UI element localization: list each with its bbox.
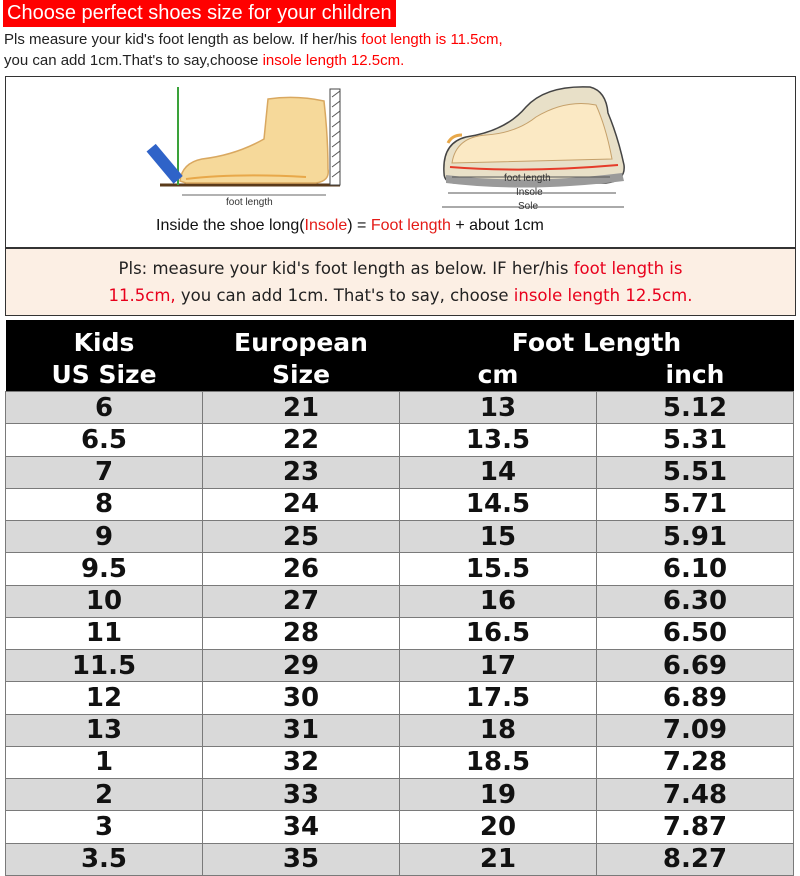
header-kids: Kids xyxy=(6,320,203,357)
intro-line-1: Pls measure your kid's foot length as below. If her/his foot length is 11.5cm, xyxy=(4,31,503,48)
inch-cell: 6.69 xyxy=(597,650,794,682)
eu-size-cell: 21 xyxy=(203,392,400,424)
eu-size-cell: 30 xyxy=(203,682,400,714)
size-rows xyxy=(6,392,794,876)
intro-text xyxy=(4,29,794,71)
table-header-row xyxy=(6,320,794,357)
eu-size-cell: 32 xyxy=(203,746,400,778)
inch-cell: 5.71 xyxy=(597,488,794,520)
foot-measure-illustration xyxy=(147,87,340,208)
inch-cell: 7.28 xyxy=(597,746,794,778)
cm-cell: 17.5 xyxy=(400,682,597,714)
table-row xyxy=(6,746,794,778)
cm-cell: 20 xyxy=(400,811,597,843)
us-size-cell: 13 xyxy=(6,714,203,746)
us-size-cell: 6 xyxy=(6,392,203,424)
table-row xyxy=(6,424,794,456)
tip-line-1: Pls: measure your kid's foot length as below. IF her/his foot length is xyxy=(118,259,683,278)
us-size-cell: 1 xyxy=(6,746,203,778)
header-us-size: US Size xyxy=(6,357,203,392)
table-row xyxy=(6,682,794,714)
eu-size-cell: 22 xyxy=(203,424,400,456)
page-title: Choose perfect shoes size for your children xyxy=(3,0,396,27)
header-cm: cm xyxy=(400,357,597,392)
eu-size-cell: 29 xyxy=(203,650,400,682)
table-row xyxy=(6,521,794,553)
header-inch: inch xyxy=(597,357,794,392)
eu-size-cell: 27 xyxy=(203,585,400,617)
cm-cell: 16 xyxy=(400,585,597,617)
cm-cell: 14 xyxy=(400,456,597,488)
table-row xyxy=(6,392,794,424)
inch-cell: 6.50 xyxy=(597,617,794,649)
table-row xyxy=(6,811,794,843)
inch-cell: 5.31 xyxy=(597,424,794,456)
inch-cell: 6.10 xyxy=(597,553,794,585)
header-size: Size xyxy=(203,357,400,392)
eu-size-cell: 24 xyxy=(203,488,400,520)
us-size-cell: 12 xyxy=(6,682,203,714)
eu-size-cell: 23 xyxy=(203,456,400,488)
cm-cell: 15.5 xyxy=(400,553,597,585)
table-row xyxy=(6,650,794,682)
cm-cell: 21 xyxy=(400,843,597,875)
inch-cell: 7.48 xyxy=(597,779,794,811)
us-size-cell: 6.5 xyxy=(6,424,203,456)
table-row xyxy=(6,488,794,520)
eu-size-cell: 26 xyxy=(203,553,400,585)
insole-label: Insole xyxy=(516,187,543,198)
us-size-cell: 8 xyxy=(6,488,203,520)
table-row xyxy=(6,553,794,585)
us-size-cell: 11.5 xyxy=(6,650,203,682)
table-row xyxy=(6,617,794,649)
us-size-cell: 10 xyxy=(6,585,203,617)
cm-cell: 13 xyxy=(400,392,597,424)
cm-cell: 18 xyxy=(400,714,597,746)
eu-size-cell: 33 xyxy=(203,779,400,811)
left-foot-length-label: foot length xyxy=(226,197,273,208)
table-row xyxy=(6,585,794,617)
right-foot-length-label: foot length xyxy=(504,173,551,184)
shoe-insole-illustration xyxy=(442,87,624,212)
cm-cell: 15 xyxy=(400,521,597,553)
inch-cell: 5.12 xyxy=(597,392,794,424)
inch-cell: 5.91 xyxy=(597,521,794,553)
us-size-cell: 3 xyxy=(6,811,203,843)
eu-size-cell: 31 xyxy=(203,714,400,746)
us-size-cell: 11 xyxy=(6,617,203,649)
eu-size-cell: 34 xyxy=(203,811,400,843)
cm-cell: 16.5 xyxy=(400,617,597,649)
table-row xyxy=(6,779,794,811)
intro-line-2: you can add 1cm.That's to say,choose insole length 12.5cm. xyxy=(4,52,405,69)
eu-size-cell: 28 xyxy=(203,617,400,649)
us-size-cell: 2 xyxy=(6,779,203,811)
tip-line-2: 11.5cm, you can add 1cm. That's to say, choose insole length 12.5cm. xyxy=(108,286,693,305)
sole-label: Sole xyxy=(518,201,539,212)
inch-cell: 7.09 xyxy=(597,714,794,746)
cm-cell: 13.5 xyxy=(400,424,597,456)
inch-cell: 7.87 xyxy=(597,811,794,843)
eu-size-cell: 35 xyxy=(203,843,400,875)
inch-cell: 6.30 xyxy=(597,585,794,617)
cm-cell: 19 xyxy=(400,779,597,811)
table-row xyxy=(6,843,794,875)
table-row xyxy=(6,456,794,488)
us-size-cell: 7 xyxy=(6,456,203,488)
cm-cell: 14.5 xyxy=(400,488,597,520)
cm-cell: 18.5 xyxy=(400,746,597,778)
us-size-cell: 9.5 xyxy=(6,553,203,585)
insole-caption: Inside the shoe long(Insole) = Foot length + about 1cm xyxy=(156,217,544,234)
eu-size-cell: 25 xyxy=(203,521,400,553)
inch-cell: 8.27 xyxy=(597,843,794,875)
measurement-diagram xyxy=(5,76,796,248)
cm-cell: 17 xyxy=(400,650,597,682)
us-size-cell: 9 xyxy=(6,521,203,553)
header-foot-length: Foot Length xyxy=(400,320,794,357)
size-chart-table xyxy=(5,320,794,876)
inch-cell: 6.89 xyxy=(597,682,794,714)
us-size-cell: 3.5 xyxy=(6,843,203,875)
inch-cell: 5.51 xyxy=(597,456,794,488)
table-subheader-row xyxy=(6,357,794,392)
measurement-tip xyxy=(5,248,796,316)
table-row xyxy=(6,714,794,746)
header-european: European xyxy=(203,320,400,357)
